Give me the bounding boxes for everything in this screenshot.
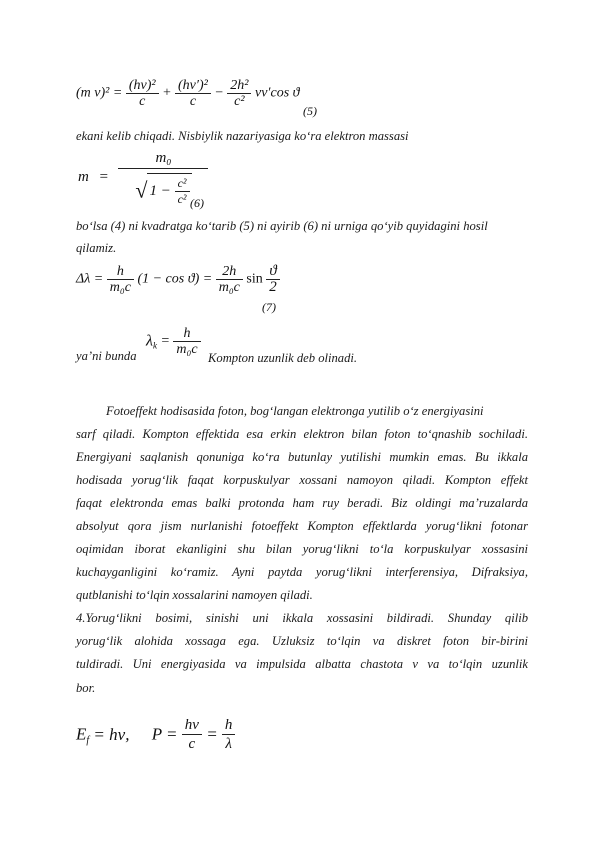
eq5-term1	[126, 78, 159, 109]
compton-post-text: Kompton uzunlik deb olinadi.	[208, 351, 358, 365]
equation-final	[76, 716, 235, 753]
p1-line-1: Fotoeffekt hodisasida foton, bog‘langan elektronga yutilib o‘z energiyasini	[106, 404, 484, 418]
eq5-term1-den: c	[139, 94, 146, 109]
eq7-frac3-den: 2	[269, 279, 277, 295]
eq5-lhs: (m v)²	[76, 85, 110, 101]
eq7-frac1	[107, 264, 134, 295]
eq5-plus: +	[162, 85, 172, 101]
eq6-radicand-pre: 1 −	[149, 183, 171, 199]
p1-line-9: qutblanishi to‘lqin xossalarini namoyen qiladi.	[76, 588, 313, 602]
final-frac2	[222, 716, 236, 753]
equation-7-number: (7)	[262, 300, 276, 314]
eq5-term2	[175, 78, 211, 109]
final-e-rhs: = hν,	[93, 724, 130, 744]
eq7-equals: =	[93, 271, 104, 287]
compton-pre-text: ya’ni bunda	[76, 349, 137, 363]
eq7-frac3-num: ϑ	[266, 264, 280, 280]
eq7-frac1-den: m₀c	[109, 280, 131, 295]
compton-frac	[173, 326, 200, 357]
final-frac1	[182, 716, 202, 753]
eq5-term3-tail: νν′cos ϑ	[254, 85, 300, 101]
equation-7	[76, 264, 280, 295]
p1-line-3: Energiyani saqlanish qonuniga ko‘ra butunlay yutilishi mumkin emas. Bu ikkala	[76, 450, 528, 464]
eq7-lhs: Δλ	[76, 271, 91, 287]
eq7-frac2-den: m₀c	[218, 280, 240, 295]
eq7-sin: sin	[246, 271, 263, 287]
eq5-term2-den: c	[189, 94, 197, 109]
p1-line-4: hodisada yorug‘lik faqat korpuskulyar xossani namoyon qiladi. Kompton effekt	[76, 473, 528, 487]
sqrt-icon: √	[135, 177, 148, 203]
eq5-term2-num: (hν′)²	[175, 78, 211, 94]
eq7-frac1-num: h	[107, 264, 134, 280]
p1-line-2: sarf qiladi. Kompton effektida esa erkin elektron bilan foton to‘qnashib sochiladi.	[76, 427, 528, 441]
eq7-frac2	[216, 264, 243, 295]
compton-sub: k	[152, 340, 157, 351]
final-p-lhs: P =	[151, 724, 178, 744]
eq5-term3	[227, 78, 251, 109]
eq6-numerator: m₀	[118, 148, 208, 169]
final-frac2-den: λ	[225, 736, 232, 752]
eq7-frac2-num: 2h	[216, 264, 243, 280]
final-e-sub: f	[86, 734, 90, 746]
eq6-sqrt	[135, 173, 191, 207]
eq5-minus: −	[214, 85, 224, 101]
p1-line-5: faqat elektronda emas balki protonda ham ruy beradi. Biz oldingi ma’ruzalarda	[76, 496, 528, 510]
eq5-term3-den: c²	[234, 94, 245, 109]
final-e-lhs: E	[76, 724, 87, 744]
eq6-radicand-den: c²	[177, 192, 187, 206]
equation-6	[78, 148, 208, 207]
final-frac2-num: h	[222, 716, 236, 735]
text-line-1: ekani kelib chiqadi. Nisbiylik nazariyasiga ko‘ra elektron massasi	[76, 129, 409, 143]
p2-line-4: bor.	[76, 681, 96, 695]
p1-line-6: absolyut qora jism nurlanishi fotoeffekt Kompton effektlarda yorug‘likni fotonar	[76, 519, 528, 533]
equation-5	[76, 78, 300, 109]
eq6-equals: =	[98, 169, 109, 185]
compton-frac-den: m₀c	[176, 342, 198, 357]
equation-5-number: (5)	[303, 104, 317, 118]
equation-compton	[146, 326, 201, 357]
compton-frac-num: h	[173, 326, 200, 342]
p2-line-2: yorug‘lik alohida xossaga ega. Uzluksiz to‘lqin va diskret foton bir-birini	[76, 634, 528, 648]
p1-line-7: oqimidan iborat ekanligini shu bilan yorug‘likni to‘la korpuskulyar xossasini	[76, 542, 528, 556]
eq5-term1-num: (hν)²	[126, 78, 159, 94]
eq6-lhs: m	[78, 169, 89, 185]
p2-line-3: tuldiradi. Uni energiyasida va impulsida albatta chastota ν va to‘lqin uzunlik	[76, 657, 528, 671]
text-line-3: qilamiz.	[76, 241, 117, 255]
equation-6-number: (6)	[190, 196, 204, 210]
eq7-middle: (1 − cos ϑ) =	[137, 271, 213, 287]
final-equals-2: =	[206, 724, 218, 744]
eq7-frac3	[266, 264, 280, 295]
eq5-term3-num: 2h²	[227, 78, 251, 94]
eq6-radicand-frac	[175, 176, 190, 207]
final-frac1-num: hν	[182, 716, 202, 735]
final-frac1-den: c	[188, 736, 196, 752]
compton-lhs: λ	[146, 332, 153, 350]
eq6-radicand-num: c²	[175, 176, 190, 192]
p2-line-1: 4.Yorug‘likni bosimi, sinishi uni ikkala xossasini bildiradi. Shunday qilib	[76, 611, 528, 625]
compton-equals: =	[160, 333, 170, 349]
eq5-equals: =	[112, 85, 123, 101]
text-line-2: bo‘lsa (4) ni kvadratga ko‘tarib (5) ni ayirib (6) ni urniga qo‘yib quyidagini hosil	[76, 219, 488, 233]
p1-line-8: kuchayganligini ko‘ramiz. Ayni paytda yorug‘likni interferensiya, Difraksiya,	[76, 565, 528, 579]
